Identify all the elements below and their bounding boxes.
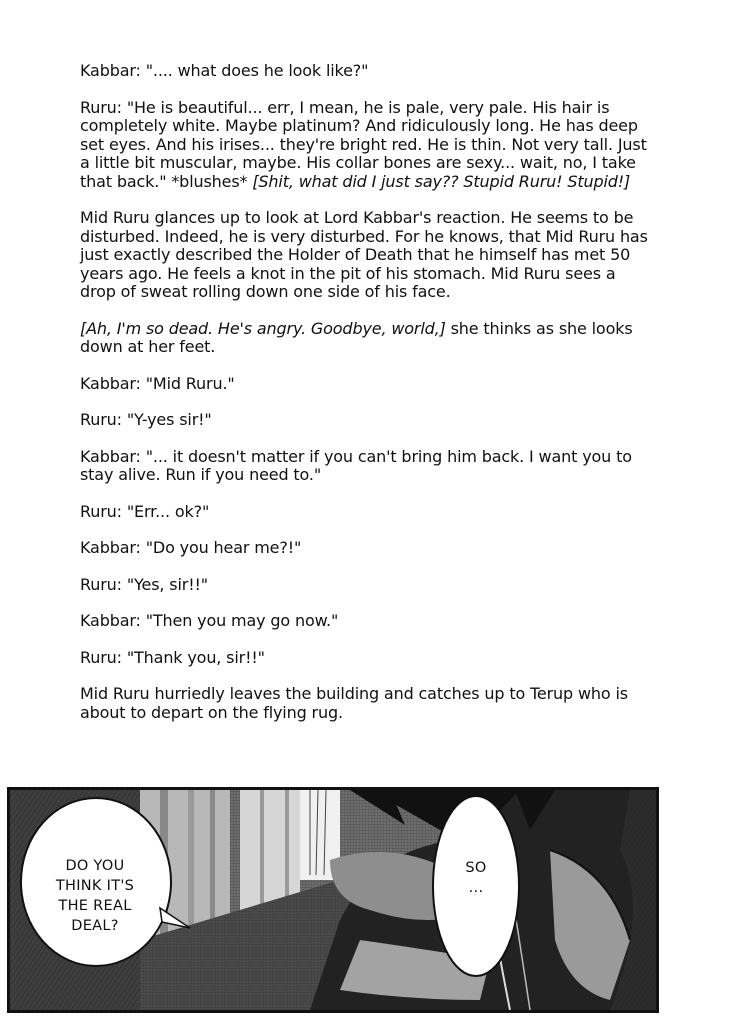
- paragraph-text: Kabbar: "Then you may go now.": [80, 611, 339, 630]
- paragraph-thought: [Ah, I'm so dead. He's angry. Goodbye, world,]: [80, 318, 446, 338]
- paragraph: [80, 375, 655, 394]
- paragraph-text: she thinks as she looks down at her feet.: [80, 318, 633, 356]
- paragraph: [80, 448, 655, 485]
- paragraph-text: Ruru: "He is beautiful... err, I mean, he is pale, very pale. His hair is completely white. Maybe platinum? And ridiculously long. He has deep set eyes. And his irises... they're bright red. He is thin. Not very tall. Just a little bit muscular, maybe. His collar bones are sexy... wait, no, I take that back." *blushes*: [80, 97, 647, 191]
- paragraph: [80, 612, 655, 631]
- bubble-line: DEAL?: [71, 918, 119, 934]
- paragraph: [80, 209, 655, 302]
- paragraph: [80, 411, 655, 430]
- paragraph-thought: [Shit, what did I just say?? Stupid Ruru! Stupid!]: [252, 171, 631, 191]
- paragraph: [80, 539, 655, 558]
- paragraph: [80, 649, 655, 668]
- paragraph-text: Mid Ruru glances up to look at Lord Kabbar's reaction. He seems to be disturbed. Indeed, he is very disturbed. For he knows, that Mid Ruru has just exactly described the Holder of Death that he himself has met 50 years ago. He feels a knot in the pit of his stomach. Mid Ruru sees a drop of sweat rolling down one side of his face.: [80, 208, 648, 301]
- paragraph-text: Mid Ruru hurriedly leaves the building and catches up to Terup who is about to depart on the flying rug.: [80, 684, 628, 722]
- bubble-line: ...: [468, 880, 484, 896]
- paragraph: [80, 62, 655, 81]
- speech-bubble-left: [36, 856, 154, 936]
- paragraph: [80, 685, 655, 722]
- comic-panel: [7, 787, 659, 1013]
- paragraph-text: Ruru: "Err... ok?": [80, 501, 210, 521]
- bubble-line: DO YOU: [65, 858, 125, 874]
- bubble-line: THINK IT'S: [55, 878, 135, 894]
- paragraph: [80, 576, 655, 595]
- story-text: [80, 62, 655, 740]
- paragraph: [80, 99, 655, 192]
- paragraph: [80, 503, 655, 522]
- paragraph-text: Ruru: "Thank you, sir!!": [80, 647, 265, 667]
- paragraph: [80, 320, 655, 357]
- bubble-line: SO: [465, 860, 487, 876]
- paragraph-text: Kabbar: "Mid Ruru.": [80, 373, 235, 393]
- paragraph-text: Ruru: "Yes, sir!!": [80, 574, 208, 594]
- bubble-line: THE REAL: [58, 898, 132, 914]
- paragraph-text: Kabbar: "Do you hear me?!": [80, 538, 302, 557]
- paragraph-text: Kabbar: ".... what does he look like?": [80, 61, 369, 80]
- paragraph-text: Ruru: "Y-yes sir!": [80, 410, 212, 429]
- paragraph-text: Kabbar: "... it doesn't matter if you can't bring him back. I want you to stay alive. Run if you need to.": [80, 446, 632, 484]
- speech-bubble-right: [448, 858, 504, 898]
